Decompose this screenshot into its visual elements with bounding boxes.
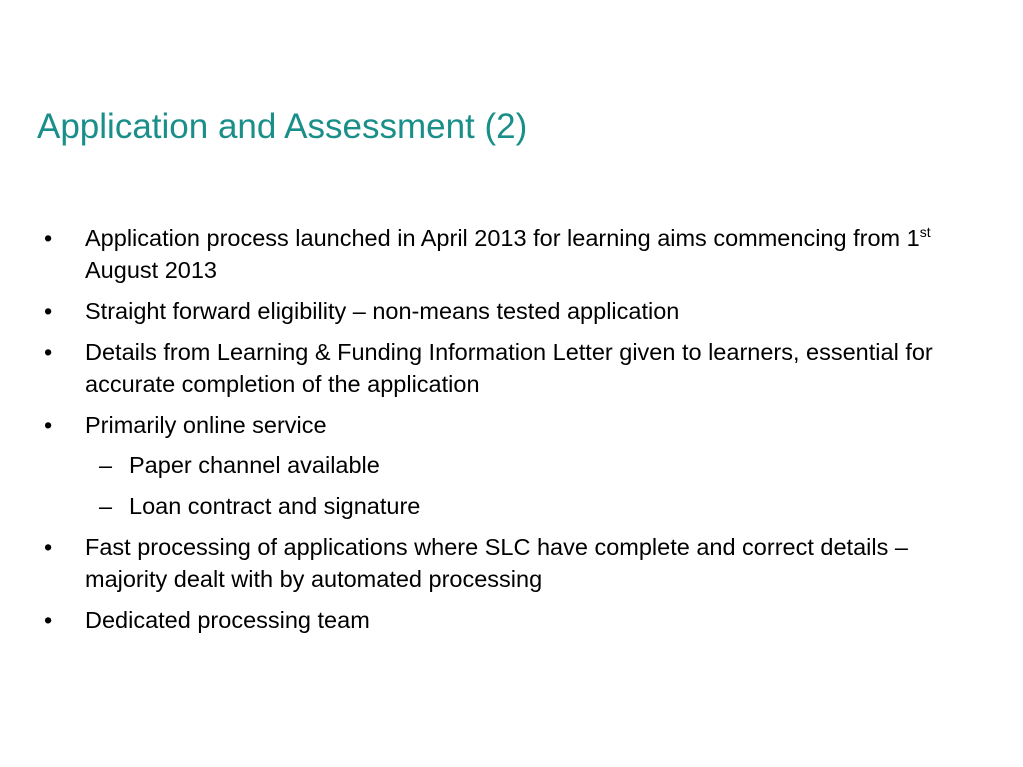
bullet-item bbox=[44, 336, 984, 400]
bullet-item bbox=[44, 295, 984, 327]
bullet-item bbox=[44, 531, 984, 595]
bullet-text: Primarily online service bbox=[85, 412, 327, 438]
bullet-marker: • bbox=[44, 412, 53, 438]
sub-bullet-item bbox=[85, 449, 984, 481]
bullet-item bbox=[44, 604, 984, 636]
sub-bullet-marker: – bbox=[99, 452, 113, 478]
bullet-marker: • bbox=[44, 298, 53, 324]
sub-bullet-text: Loan contract and signature bbox=[129, 493, 421, 519]
bullet-marker: • bbox=[44, 607, 53, 633]
slide-title: Application and Assessment (2) bbox=[37, 107, 528, 146]
sub-bullet-item bbox=[85, 490, 984, 522]
bullet-text: Details from Learning & Funding Information Letter given to learners, essential for accurate completion of the application bbox=[85, 339, 933, 397]
bullet-text: Application process launched in April 2013 for learning aims commencing from 1st August 2013 bbox=[85, 224, 931, 283]
bullet-marker: • bbox=[44, 339, 53, 365]
sub-bullet-marker: – bbox=[99, 493, 113, 519]
bullet-marker: • bbox=[44, 225, 53, 251]
bullet-marker: • bbox=[44, 534, 53, 560]
ordinal-suffix: st bbox=[919, 224, 931, 240]
bullet-text: Dedicated processing team bbox=[85, 607, 370, 633]
sub-bullet-text: Paper channel available bbox=[129, 452, 380, 478]
bullet-text: Straight forward eligibility – non-means tested application bbox=[85, 298, 680, 324]
bullet-text: Fast processing of applications where SLC have complete and correct details – majority dealt with by automated processing bbox=[85, 534, 908, 592]
bullet-item bbox=[44, 222, 984, 286]
sub-bullet-list bbox=[85, 449, 984, 522]
bullet-list bbox=[44, 222, 984, 645]
bullet-item bbox=[44, 409, 984, 522]
